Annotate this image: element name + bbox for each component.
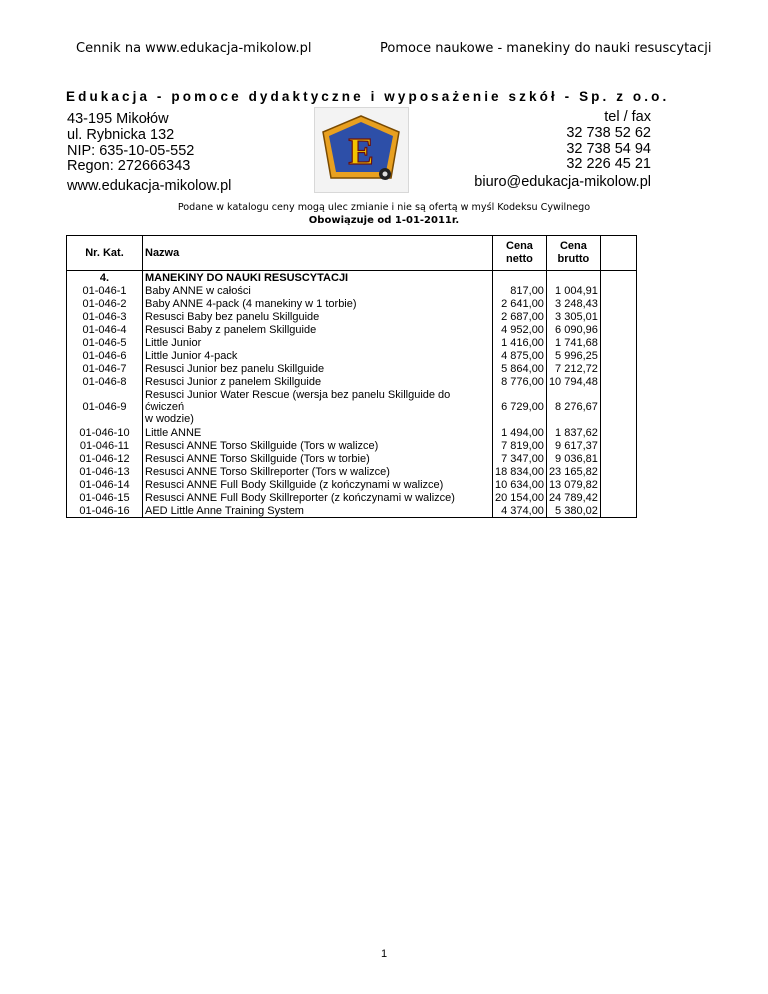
page-number: 1 bbox=[380, 948, 388, 960]
row-nazwa-line: Little ANNE bbox=[145, 426, 202, 439]
table-row bbox=[67, 375, 637, 388]
address-line: NIP: 635-10-05-552 bbox=[67, 142, 195, 159]
header-left: Cennik na www.edukacja-mikolow.pl bbox=[76, 41, 312, 56]
table-body bbox=[67, 284, 637, 518]
row-nazwa bbox=[143, 452, 493, 465]
row-extra bbox=[600, 439, 636, 452]
row-nazwa-line: AED Little Anne Training System bbox=[145, 504, 304, 517]
row-extra bbox=[600, 284, 636, 297]
row-nazwa bbox=[143, 504, 493, 518]
section-row bbox=[67, 271, 637, 285]
row-nazwa-line: Resusci Baby z panelem Skillguide bbox=[145, 323, 317, 336]
row-netto: 4 875,00 bbox=[493, 349, 547, 362]
table-row bbox=[67, 323, 637, 336]
row-kat: 01-046-6 bbox=[67, 349, 143, 362]
row-netto: 817,00 bbox=[493, 284, 547, 297]
table-row bbox=[67, 504, 637, 518]
row-nazwa-line: Little Junior 4-pack bbox=[145, 349, 238, 362]
section-title: MANEKINY DO NAUKI RESUSCYTACJI bbox=[143, 271, 493, 285]
row-nazwa bbox=[143, 310, 493, 323]
row-extra bbox=[600, 426, 636, 439]
row-nazwa-line: Resusci ANNE Torso Skillguide (Tors w torbie) bbox=[145, 452, 370, 465]
row-brutto: 1 004,91 bbox=[546, 284, 600, 297]
table-row bbox=[67, 478, 637, 491]
price-disclaimer: Podane w katalogu ceny mogą ulec zmianie i nie są ofertą w myśl Kodeksu Cywilnego bbox=[177, 202, 591, 213]
row-nazwa bbox=[143, 323, 493, 336]
row-extra bbox=[600, 452, 636, 465]
row-brutto: 6 090,96 bbox=[546, 323, 600, 336]
row-kat: 01-046-16 bbox=[67, 504, 143, 518]
header-netto: Cena netto bbox=[493, 236, 547, 271]
table-header-row bbox=[67, 236, 637, 271]
table-row bbox=[67, 297, 637, 310]
row-extra bbox=[600, 349, 636, 362]
row-brutto: 10 794,48 bbox=[546, 375, 600, 388]
row-extra bbox=[600, 465, 636, 478]
row-netto: 10 634,00 bbox=[493, 478, 547, 491]
row-netto: 2 687,00 bbox=[493, 310, 547, 323]
row-nazwa-line: Resusci Baby bez panelu Skillguide bbox=[145, 310, 320, 323]
row-netto: 4 952,00 bbox=[493, 323, 547, 336]
row-netto: 18 834,00 bbox=[493, 465, 547, 478]
row-nazwa bbox=[143, 297, 493, 310]
row-kat: 01-046-7 bbox=[67, 362, 143, 375]
header-extra bbox=[600, 236, 636, 271]
row-nazwa-line: ćwiczeń bbox=[145, 401, 185, 413]
row-netto: 8 776,00 bbox=[493, 375, 547, 388]
row-brutto: 8 276,67 bbox=[546, 388, 600, 426]
header-kat: Nr. Kat. bbox=[67, 236, 143, 271]
row-extra bbox=[600, 388, 636, 426]
row-extra bbox=[600, 504, 636, 518]
company-logo bbox=[314, 107, 409, 193]
row-nazwa bbox=[143, 336, 493, 349]
row-nazwa-line: Resusci ANNE Full Body Skillguide (z kończynami w walizce) bbox=[145, 478, 444, 491]
row-brutto: 1 741,68 bbox=[546, 336, 600, 349]
row-netto: 2 641,00 bbox=[493, 297, 547, 310]
row-brutto: 23 165,82 bbox=[546, 465, 600, 478]
row-extra bbox=[600, 336, 636, 349]
table-row bbox=[67, 284, 637, 297]
row-nazwa-line: Resusci ANNE Torso Skillguide (Tors w walizce) bbox=[145, 439, 379, 452]
row-netto: 5 864,00 bbox=[493, 362, 547, 375]
row-nazwa bbox=[143, 426, 493, 439]
row-extra bbox=[600, 310, 636, 323]
row-nazwa-line: Resusci ANNE Full Body Skillreporter (z kończynami w walizce) bbox=[145, 491, 455, 504]
row-kat: 01-046-14 bbox=[67, 478, 143, 491]
row-brutto: 9 036,81 bbox=[546, 452, 600, 465]
row-kat: 01-046-3 bbox=[67, 310, 143, 323]
address-line: 43-195 Mikołów bbox=[67, 111, 169, 127]
phone-label: tel / fax bbox=[604, 109, 651, 125]
table-row bbox=[67, 362, 637, 375]
row-brutto: 5 380,02 bbox=[546, 504, 600, 518]
address-line: ul. Rybnicka 132 bbox=[67, 126, 175, 143]
row-nazwa bbox=[143, 284, 493, 297]
table-row bbox=[67, 310, 637, 323]
phone-number: 32 226 45 21 bbox=[566, 156, 651, 173]
row-nazwa bbox=[143, 465, 493, 478]
row-nazwa-line: w wodzie) bbox=[145, 413, 194, 425]
row-netto: 6 729,00 bbox=[493, 388, 547, 426]
table-row bbox=[67, 439, 637, 452]
row-netto: 4 374,00 bbox=[493, 504, 547, 518]
table-row bbox=[67, 349, 637, 362]
company-phones bbox=[566, 110, 651, 173]
row-nazwa-line: Little Junior bbox=[145, 336, 202, 349]
section-number: 4. bbox=[67, 271, 143, 285]
row-nazwa bbox=[143, 375, 493, 388]
row-nazwa bbox=[143, 362, 493, 375]
valid-from: Obowiązuje od 1-01-2011r. bbox=[308, 215, 460, 226]
row-nazwa-line: Baby ANNE 4-pack (4 manekiny w 1 torbie) bbox=[145, 297, 357, 310]
company-website: www.edukacja-mikolow.pl bbox=[67, 178, 232, 194]
row-brutto: 3 305,01 bbox=[546, 310, 600, 323]
company-name: Edukacja - pomoce dydaktyczne i wyposażenie szkół - Sp. z o.o. bbox=[66, 89, 670, 104]
phone-number: 32 738 54 94 bbox=[566, 140, 651, 157]
table-row bbox=[67, 388, 637, 426]
row-netto: 7 347,00 bbox=[493, 452, 547, 465]
logo-emblem bbox=[315, 108, 408, 192]
row-extra bbox=[600, 323, 636, 336]
row-brutto: 3 248,43 bbox=[546, 297, 600, 310]
row-nazwa-line: Resusci Junior z panelem Skillguide bbox=[145, 375, 322, 388]
row-kat: 01-046-15 bbox=[67, 491, 143, 504]
row-netto: 1 494,00 bbox=[493, 426, 547, 439]
address-line: Regon: 272666343 bbox=[67, 158, 191, 175]
phone-number: 32 738 52 62 bbox=[566, 124, 651, 141]
row-brutto: 24 789,42 bbox=[546, 491, 600, 504]
table-row bbox=[67, 491, 637, 504]
row-extra bbox=[600, 375, 636, 388]
row-nazwa-line: Baby ANNE w całości bbox=[145, 284, 251, 297]
header-nazwa: Nazwa bbox=[143, 236, 493, 271]
row-brutto: 13 079,82 bbox=[546, 478, 600, 491]
row-extra bbox=[600, 362, 636, 375]
row-brutto: 5 996,25 bbox=[546, 349, 600, 362]
row-kat: 01-046-1 bbox=[67, 284, 143, 297]
table-row bbox=[67, 426, 637, 439]
row-nazwa bbox=[143, 388, 493, 426]
header-brutto: Cena brutto bbox=[546, 236, 600, 271]
row-kat: 01-046-2 bbox=[67, 297, 143, 310]
company-address bbox=[67, 112, 194, 175]
row-kat: 01-046-12 bbox=[67, 452, 143, 465]
row-nazwa bbox=[143, 439, 493, 452]
row-kat: 01-046-13 bbox=[67, 465, 143, 478]
row-nazwa bbox=[143, 478, 493, 491]
row-netto: 20 154,00 bbox=[493, 491, 547, 504]
row-netto: 7 819,00 bbox=[493, 439, 547, 452]
row-kat: 01-046-4 bbox=[67, 323, 143, 336]
price-table bbox=[66, 235, 637, 518]
table-row bbox=[67, 336, 637, 349]
row-brutto: 1 837,62 bbox=[546, 426, 600, 439]
company-email: biuro@edukacja-mikolow.pl bbox=[474, 174, 651, 190]
row-brutto: 7 212,72 bbox=[546, 362, 600, 375]
row-kat: 01-046-5 bbox=[67, 336, 143, 349]
table-row bbox=[67, 452, 637, 465]
row-nazwa-line: Resusci Junior Water Rescue (wersja bez panelu Skillguide do bbox=[145, 389, 451, 401]
row-kat: 01-046-9 bbox=[67, 388, 143, 426]
row-extra bbox=[600, 297, 636, 310]
row-nazwa bbox=[143, 349, 493, 362]
row-extra bbox=[600, 478, 636, 491]
row-extra bbox=[600, 491, 636, 504]
row-nazwa-line: Resusci ANNE Torso Skillreporter (Tors w walizce) bbox=[145, 465, 390, 478]
row-kat: 01-046-10 bbox=[67, 426, 143, 439]
row-nazwa-line: Resusci Junior bez panelu Skillguide bbox=[145, 362, 325, 375]
logo-letter: E bbox=[348, 131, 374, 173]
row-brutto: 9 617,37 bbox=[546, 439, 600, 452]
row-netto: 1 416,00 bbox=[493, 336, 547, 349]
table-row bbox=[67, 465, 637, 478]
row-kat: 01-046-8 bbox=[67, 375, 143, 388]
row-kat: 01-046-11 bbox=[67, 439, 143, 452]
row-nazwa bbox=[143, 491, 493, 504]
header-right: Pomoce naukowe - manekiny do nauki resuscytacji bbox=[380, 41, 712, 56]
